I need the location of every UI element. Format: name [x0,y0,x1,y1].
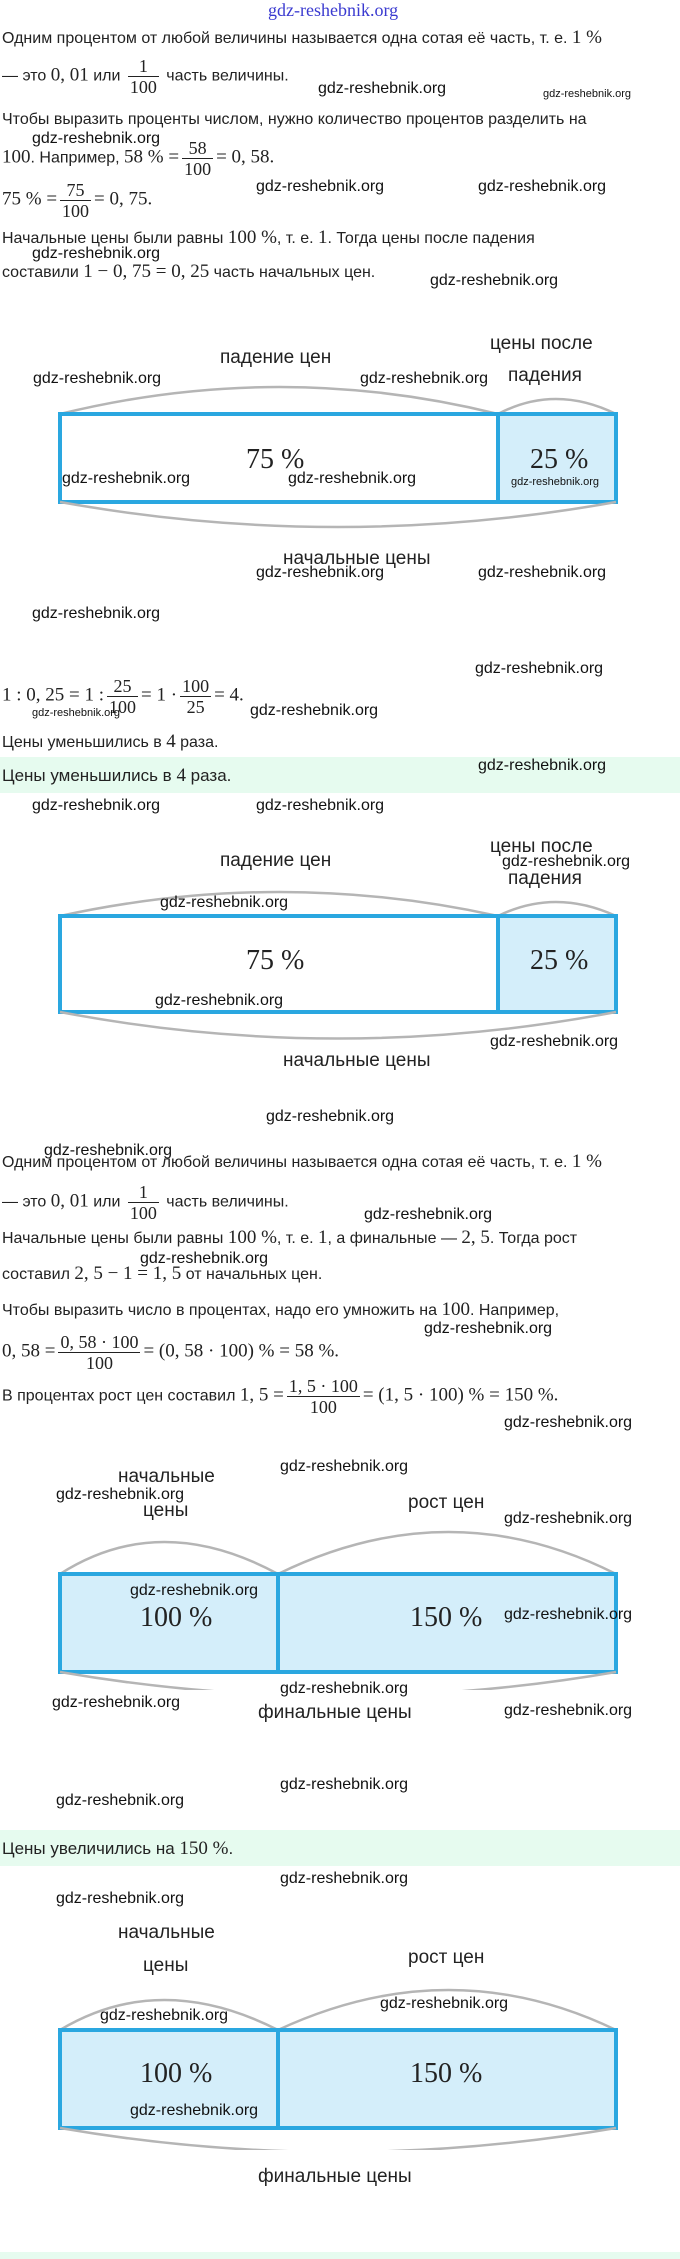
watermark: gdz-reshebnik.org [155,992,284,1009]
watermark: gdz-reshebnik.org [424,1320,553,1337]
example-58: 100. Например, 58 % = $\frac{58}{100}$ = 0, 58. [2,138,275,179]
pct-100-b: 100 % [140,2058,213,2089]
watermark: gdz-reshebnik.org [56,1890,185,1907]
watermark: gdz-reshebnik.org [504,1510,633,1527]
header-watermark: gdz-reshebnik.org [268,0,399,20]
label-after-2b: падения [508,868,582,889]
watermark: gdz-reshebnik.org [280,1870,409,1887]
definition2-line-1: Одним процентом от любой величины называется одна сотая её часть, т. е. 1 % [2,1151,602,1172]
watermark: gdz-reshebnik.org [160,894,289,911]
watermark: gdz-reshebnik.org [280,1458,409,1475]
label-growth-b: рост цен [408,1947,485,1968]
pct-150: 150 % [410,1602,483,1633]
rule2-line: Чтобы выразить число в процентах, надо его умножить на 100. Например, [2,1299,560,1320]
watermark: gdz-reshebnik.org [430,272,559,289]
watermark: gdz-reshebnik.org [511,476,600,488]
watermark: gdz-reshebnik.org [256,564,385,581]
watermark: gdz-reshebnik.org [502,853,631,870]
growth-line: составил 2, 5 − 1 = 1, 5 от начальных цен. [2,1263,323,1284]
watermark: gdz-reshebnik.org [130,1582,259,1599]
calc-line: 1 : 0, 25 = 1 : $\frac{25}{100}$ = 1 · $\frac{100}{25}$ = 4. [2,676,244,717]
watermark: gdz-reshebnik.org [256,178,385,195]
watermark: gdz-reshebnik.org [475,660,604,677]
label-final: финальные цены [258,1702,412,1723]
watermark: gdz-reshebnik.org [504,1702,633,1719]
growth-percent-line: В процентах рост цен составил 1, 5 = $\frac{1, 5 \cdot 100}{100}$ = (1, 5 · 100) % = 150 %. [2,1376,559,1417]
label-initial: начальные цены [283,548,431,569]
watermark: gdz-reshebnik.org [543,88,632,100]
definition2-line-2: — это 0, 01 или $\frac{1}{100}$ часть величины. [2,1182,289,1223]
watermark: gdz-reshebnik.org [32,605,161,622]
watermark: gdz-reshebnik.org [32,707,121,719]
label-after-2a: цены после [490,836,593,857]
watermark: gdz-reshebnik.org [490,1033,619,1050]
watermark: gdz-reshebnik.org [280,1776,409,1793]
watermark: gdz-reshebnik.org [478,564,607,581]
example-75: 75 % = $\frac{75}{100}$ = 0, 75. [2,180,153,221]
arc-fall [60,387,498,414]
watermark: gdz-reshebnik.org [380,1995,509,2012]
watermark: gdz-reshebnik.org [364,1206,493,1223]
label-start-1: начальные [118,1466,215,1487]
watermark: gdz-reshebnik.org [52,1694,181,1711]
label-fall-2: падение цен [220,850,332,871]
pct-150-b: 150 % [410,2058,483,2089]
watermark: gdz-reshebnik.org [478,178,607,195]
label-final-b: финальные цены [258,2166,412,2187]
watermark: gdz-reshebnik.org [288,470,417,487]
answer-2-text: Цены увеличились на 150 %. [2,1838,234,1859]
watermark: gdz-reshebnik.org [478,757,607,774]
initial-final-line: Начальные цены были равны 100 %, т. е. 1, а финальные — 2, 5. Тогда рост [2,1227,578,1248]
pct-100: 100 % [140,1602,213,1633]
pct-75-2: 75 % [246,945,305,976]
example2-58: 0, 58 = $\frac{0, 58 \cdot 100}{100}$ = (0, 58 · 100) % = 58 %. [2,1332,340,1373]
result-line: Цены уменьшились в 4 раза. [2,731,219,752]
watermark: gdz-reshebnik.org [56,1792,185,1809]
definition-line-2: — это 0, 01 или $\frac{1}{100}$ часть величины. [2,56,289,97]
rule-line: Чтобы выразить проценты числом, нужно количество процентов разделить на [2,111,587,128]
watermark: gdz-reshebnik.org [32,130,161,147]
watermark: gdz-reshebnik.org [266,1108,395,1125]
watermark: gdz-reshebnik.org [130,2102,259,2119]
label-start-2: цены [143,1500,189,1521]
initial-prices-line: Начальные цены были равны 100 %, т. е. 1. Тогда цены после падения [2,227,535,248]
label-initial-2: начальные цены [283,1050,431,1071]
watermark: gdz-reshebnik.org [504,1606,633,1623]
watermark: gdz-reshebnik.org [33,370,162,387]
answer-1-text: Цены уменьшились в 4 раза. [2,765,232,786]
watermark: gdz-reshebnik.org [360,370,489,387]
arc-after [498,399,616,414]
watermark: gdz-reshebnik.org [318,80,447,97]
after-fall-line: составили 1 − 0, 75 = 0, 25 часть начальных цен. [2,261,376,282]
label-fall: падение цен [220,347,332,368]
watermark: gdz-reshebnik.org [250,702,379,719]
label-after-1: цены после [490,333,593,354]
watermark: gdz-reshebnik.org [140,1250,269,1267]
watermark: gdz-reshebnik.org [504,1414,633,1431]
pct-25-2: 25 % [530,945,589,976]
label-start-2b: цены [143,1955,189,1976]
definition-line-1: Одним процентом от любой величины называется одна сотая её часть, т. е. 1 % [2,27,602,48]
bottom-band [0,2252,680,2259]
watermark: gdz-reshebnik.org [100,2007,229,2024]
watermark: gdz-reshebnik.org [32,245,161,262]
watermark: gdz-reshebnik.org [56,1486,185,1503]
label-start-1b: начальные [118,1922,215,1943]
answer-band-2 [0,1830,680,1866]
label-growth: рост цен [408,1492,485,1513]
watermark: gdz-reshebnik.org [62,470,191,487]
arc-initial [60,502,616,527]
watermark: gdz-reshebnik.org [256,797,385,814]
watermark: gdz-reshebnik.org [32,797,161,814]
pct-75: 75 % [246,444,305,475]
pct-25: 25 % [530,444,589,475]
watermark: gdz-reshebnik.org [44,1142,173,1159]
watermark: gdz-reshebnik.org [280,1680,409,1697]
label-after-2: падения [508,365,582,386]
